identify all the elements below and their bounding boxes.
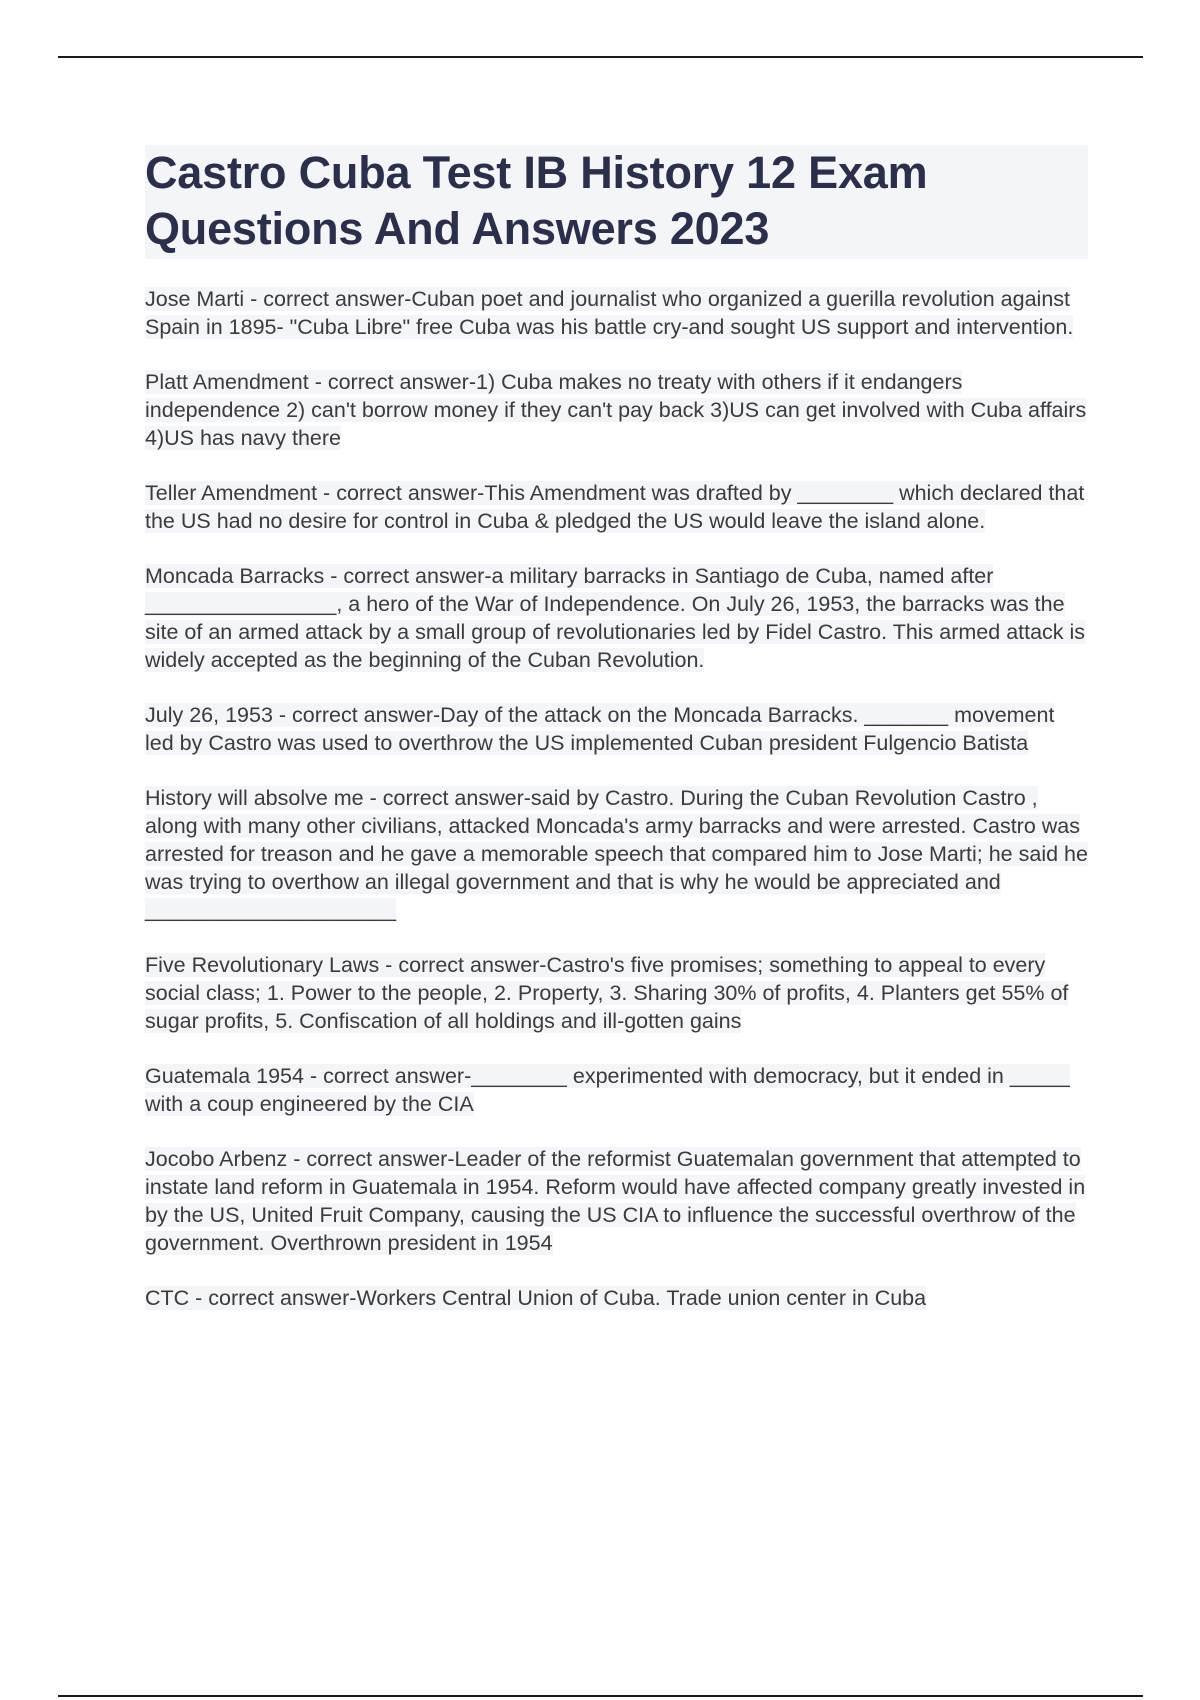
qa-item-text: Jocobo Arbenz - correct answer-Leader of the reformist Guatemalan government that attempted to instate land reform in Guatemala in 1954. Reform would have affected company greatly invested in by the US, United Fruit Company, causing the US CIA to influence the successful overthrow of the government. Overthrown president in 1954 — [145, 1147, 1086, 1255]
qa-item-text: Jose Marti - correct answer-Cuban poet and journalist who organized a guerilla revolution against Spain in 1895- "Cuba Libre" free Cuba was his battle cry-and sought US support and intervention. — [145, 287, 1074, 339]
qa-item — [145, 1145, 1088, 1257]
qa-item — [145, 479, 1088, 535]
qa-item — [145, 784, 1088, 924]
title-block — [145, 145, 1088, 259]
qa-item — [145, 951, 1088, 1035]
document-title: Castro Cuba Test IB History 12 Exam Questions And Answers 2023 — [145, 147, 928, 254]
qa-item-text: Moncada Barracks - correct answer-a military barracks in Santiago de Cuba, named after ________________, a hero of the War of Independence. On July 26, 1953, the barracks was the site of an armed attack by a small group of revolutionaries led by Fidel Castro. This armed attack is widely accepted as the beginning of the Cuban Revolution. — [145, 564, 1086, 672]
top-rule — [58, 56, 1143, 58]
qa-item-text: July 26, 1953 - correct answer-Day of the attack on the Moncada Barracks. _______ movement led by Castro was used to overthrow the US implemented Cuban president Fulgencio Batista — [145, 703, 1055, 755]
qa-item-text: History will absolve me - correct answer-said by Castro. During the Cuban Revolution Castro , along with many other civilians, attacked Moncada's army barracks and were arrested. Castro was arrested for treason and he gave a memorable speech that compared him to Jose Marti; he said he was trying to overthow an illegal government and that is why he would be appreciated and _____________________ — [145, 786, 1088, 922]
qa-item-text: CTC - correct answer-Workers Central Union of Cuba. Trade union center in Cuba — [145, 1286, 927, 1310]
qa-item-text: Teller Amendment - correct answer-This Amendment was drafted by ________ which declared that the US had no desire for control in Cuba & pledged the US would leave the island alone. — [145, 481, 1085, 533]
qa-item — [145, 562, 1088, 674]
qa-item — [145, 1062, 1088, 1118]
qa-item — [145, 368, 1088, 452]
qa-item — [145, 1284, 1088, 1312]
document-body — [145, 145, 1088, 1339]
qa-item — [145, 285, 1088, 341]
qa-item-text: Guatemala 1954 - correct answer-________ experimented with democracy, but it ended in _____ with a coup engineered by the CIA — [145, 1064, 1070, 1116]
qa-item — [145, 701, 1088, 757]
bottom-rule — [58, 1695, 1143, 1697]
qa-item-text: Five Revolutionary Laws - correct answer-Castro's five promises; something to appeal to every social class; 1. Power to the people, 2. Property, 3. Sharing 30% of profits, 4. Planters get 55% of sugar profits, 5. Confiscation of all holdings and ill-gotten gains — [145, 953, 1069, 1033]
qa-item-text: Platt Amendment - correct answer-1) Cuba makes no treaty with others if it endangers independence 2) can't borrow money if they can't pay back 3)US can get involved with Cuba affairs 4)US has navy there — [145, 370, 1087, 450]
